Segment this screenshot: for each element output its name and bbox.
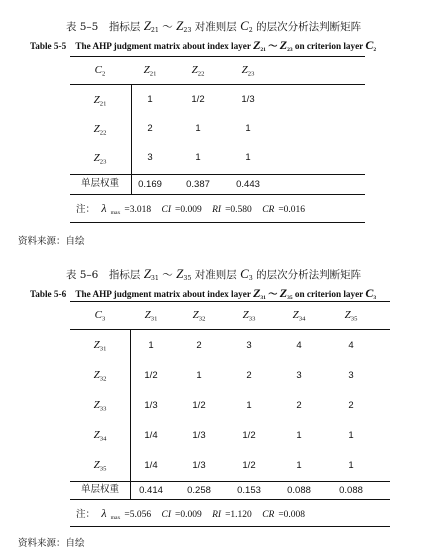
note-label: 注： [76,509,96,520]
caption-en-var-a: Z [253,38,261,52]
caption-cn-tilde: ～ [162,21,173,33]
caption-cn-var-c-sub: 3 [248,275,253,283]
caption-en-var-a-sub: 31 [260,294,266,301]
matrix-cell: 1/3 [192,460,206,471]
caption-en-prefix: Table 5-5 The AHP judgment matrix about index layer [30,41,251,51]
matrix-cell: 1 [348,460,354,471]
caption-cn-mid: 对准则层 [194,21,237,33]
ci-value: CI =0.009 [161,510,202,520]
caption-en-var-b: Z [279,286,288,300]
matrix-cell: 1 [246,400,252,411]
weight-value: 0.387 [186,179,210,190]
caption-en-var-b: Z [279,38,288,52]
consistency-note [76,201,313,216]
caption-cn-var-b: Z [176,18,184,33]
row-head: $Z_{35}$ [93,459,107,473]
row-head: $Z_{34}$ [93,429,107,443]
matrix-cell: 1/2 [144,370,158,381]
ci-value: CI =0.009 [161,205,202,215]
caption-en-tilde: ～ [268,289,278,299]
table-5-5-caption-cn [0,18,427,34]
top-rule [70,301,390,302]
header-cell: $Z_{34}$ [292,309,306,323]
caption-en-mid: on criterion layer [294,289,364,299]
matrix-cell: 1 [296,460,302,471]
weight-label: 单层权重 [80,484,119,495]
matrix-cell: 1/4 [144,430,158,441]
caption-cn-prefix: 表 5–6 指标层 [65,269,141,281]
row-head: $Z_{22}$ [93,123,107,137]
row-head: $Z_{21}$ [93,94,107,108]
caption-cn-var-c-sub: 2 [248,27,253,35]
weight-value: 0.443 [236,179,260,190]
caption-en-var-b-sub: 35 [287,294,293,301]
ri-value: RI =0.580 [212,205,252,215]
matrix-cell: 1 [196,370,202,381]
header-cell: $Z_{23}$ [241,64,255,78]
matrix-cell: 2 [246,370,252,381]
matrix-cell: 1/3 [192,430,206,441]
row-head: $Z_{33}$ [93,399,107,413]
table-5-6-caption-cn [0,266,427,282]
caption-cn-var-a-sub: 21 [150,27,159,35]
header-cell: $Z_{35}$ [344,309,358,323]
matrix-cell: 1 [348,430,354,441]
cr-value: CR =0.016 [262,205,306,215]
header-rule [70,84,365,85]
note-rule [70,499,390,500]
caption-en-var-c-sub: 3 [373,294,377,301]
consistency-note [76,506,313,521]
matrix-cell: 1 [195,152,201,163]
matrix-cell: 3 [246,340,252,351]
caption-cn-tilde: ～ [162,269,173,281]
matrix-cell: 1 [245,123,251,134]
caption-cn-var-a: Z [143,266,151,281]
cr-value: CR =0.008 [262,510,306,520]
caption-cn-var-a: Z [143,18,151,33]
row-head: $Z_{32}$ [93,369,107,383]
row-head: $Z_{23}$ [93,152,107,166]
header-cell: $Z_{32}$ [192,309,206,323]
caption-en-var-a: Z [253,286,261,300]
source-note: 资料来源：自绘 [18,538,85,549]
weight-rule [70,174,365,175]
lambda-max: λ $_{max}$ =5.056 [101,506,152,521]
weight-value: 0.088 [339,485,363,496]
caption-cn-suffix: 的层次分析法判断矩阵 [256,21,362,33]
matrix-cell: 1 [147,94,153,105]
corner-cell: $C_3$ [94,309,106,323]
ri-value: RI =1.120 [212,510,252,520]
table-5-5-caption-en [30,38,427,53]
weight-label: 单层权重 [80,178,119,189]
weight-rule [70,481,390,482]
caption-en-var-c: C [365,286,374,300]
caption-en-tilde: ～ [268,41,278,51]
caption-cn-var-c: C [240,18,249,33]
caption-en-var-a-sub: 21 [260,46,266,53]
caption-cn-var-a-sub: 31 [150,275,159,283]
source-note: 资料来源：自绘 [18,236,85,247]
caption-en-mid: on criterion layer [294,41,364,51]
caption-cn-var-c: C [240,266,249,281]
weight-value: 0.153 [237,485,261,496]
row-head: $Z_{31}$ [93,339,107,353]
top-rule [70,56,365,57]
header-cell: $Z_{22}$ [191,64,205,78]
caption-cn-var-b-sub: 23 [183,27,192,35]
matrix-cell: 1/4 [144,460,158,471]
note-label: 注： [76,204,96,215]
weight-value: 0.414 [139,485,163,496]
matrix-cell: 3 [147,152,153,163]
caption-en-var-c: C [365,38,374,52]
caption-cn-var-b: Z [176,266,184,281]
matrix-cell: 1 [296,430,302,441]
lambda-max: λ $_{max}$ =3.018 [101,201,152,216]
matrix-cell: 1/2 [242,430,256,441]
caption-cn-suffix: 的层次分析法判断矩阵 [256,269,362,281]
corner-cell: $C_2$ [94,64,106,78]
table-5-6-caption-en [30,286,427,301]
matrix-cell: 3 [348,370,354,381]
matrix-cell: 4 [296,340,302,351]
matrix-cell: 2 [348,400,354,411]
header-rule [70,329,390,330]
weight-value: 0.088 [287,485,311,496]
matrix-cell: 1/2 [191,94,205,105]
caption-en-prefix: Table 5-6 The AHP judgment matrix about index layer [30,289,251,299]
bottom-rule [70,222,365,223]
matrix-cell: 4 [348,340,354,351]
matrix-cell: 2 [296,400,302,411]
header-cell: $Z_{21}$ [143,64,157,78]
caption-en-var-b-sub: 23 [287,46,293,53]
caption-cn-var-b-sub: 35 [183,275,192,283]
matrix-cell: 3 [296,370,302,381]
caption-en-var-c-sub: 2 [373,46,377,53]
matrix-cell: 1/2 [192,400,206,411]
header-cell: $Z_{33}$ [242,309,256,323]
matrix-cell: 1 [148,340,154,351]
weight-value: 0.258 [187,485,211,496]
caption-cn-mid: 对准则层 [194,269,237,281]
matrix-cell: 1/2 [242,460,256,471]
matrix-cell: 1/3 [241,94,255,105]
header-cell: $Z_{31}$ [144,309,158,323]
matrix-cell: 1/3 [144,400,158,411]
matrix-cell: 2 [196,340,202,351]
caption-cn-prefix: 表 5–5 指标层 [65,21,141,33]
note-rule [70,194,365,195]
matrix-cell: 1 [195,123,201,134]
bottom-rule [70,526,390,527]
weight-value: 0.169 [138,179,162,190]
matrix-cell: 2 [147,123,153,134]
matrix-cell: 1 [245,152,251,163]
